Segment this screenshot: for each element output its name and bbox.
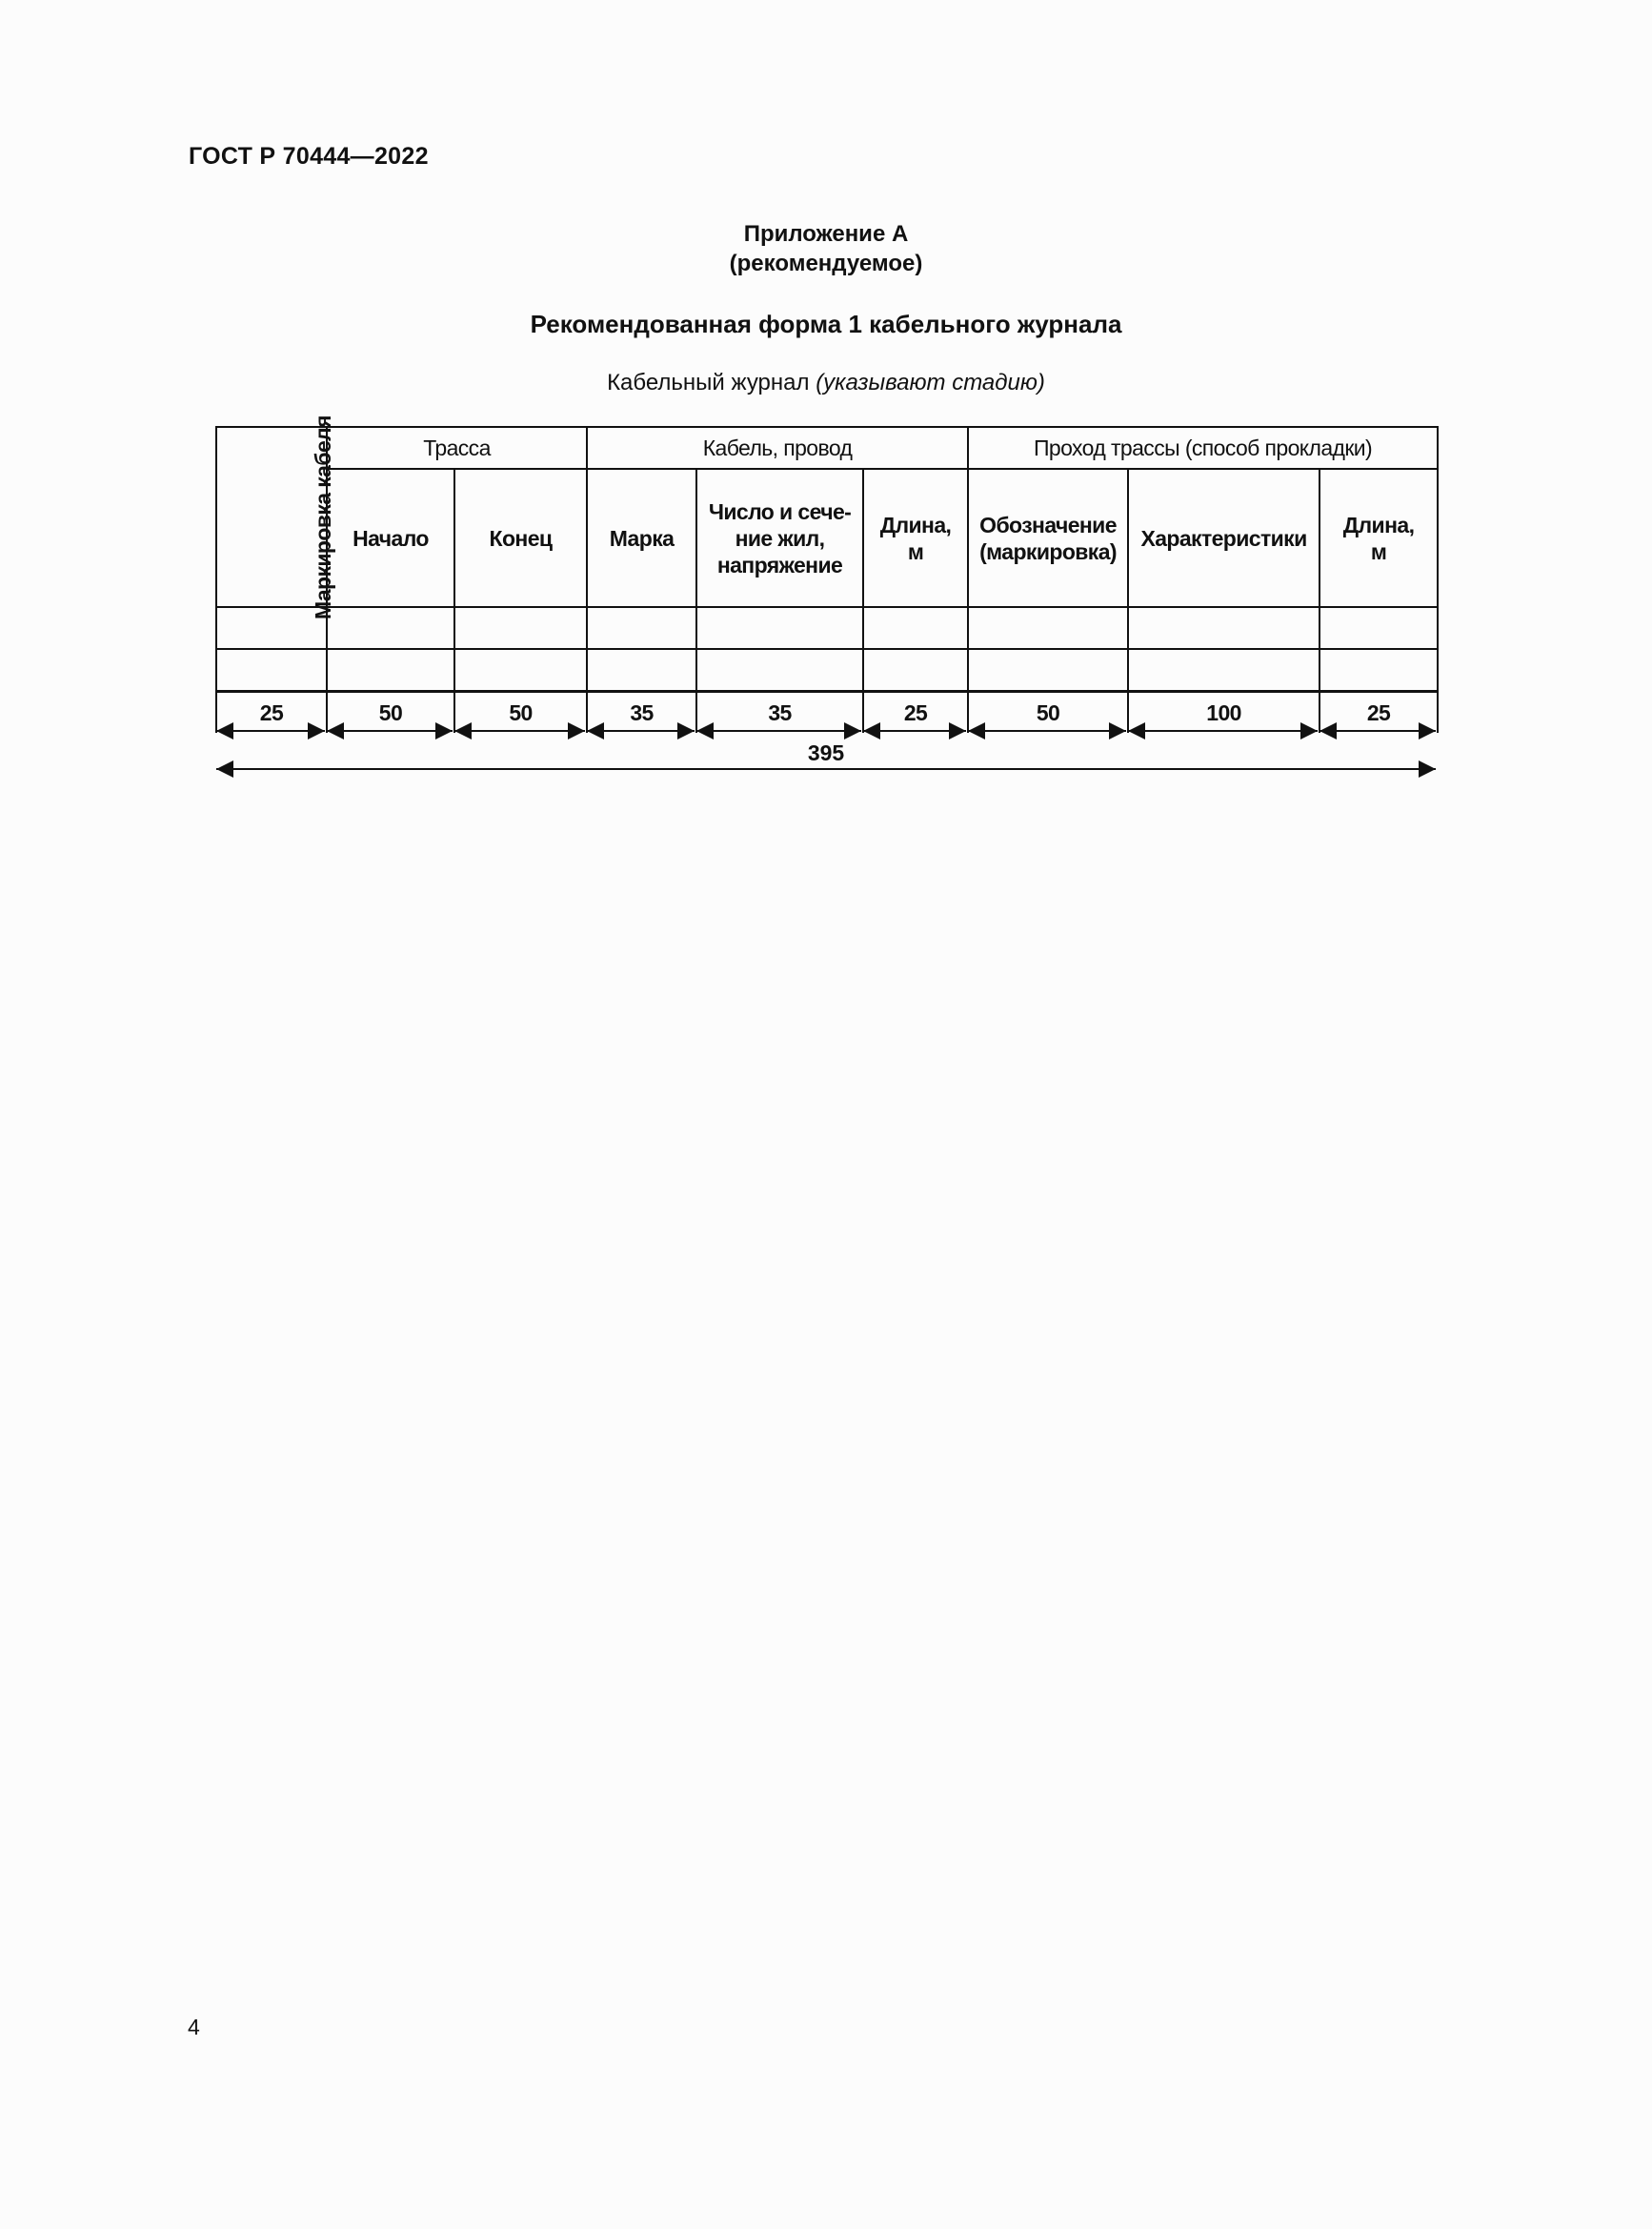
total-width-label: 395	[807, 740, 845, 765]
column-width-value: 100	[1128, 692, 1320, 734]
designation-header-line: (маркировка)	[979, 538, 1117, 564]
page-number: 4	[188, 2015, 200, 2039]
start-header: Начало	[327, 469, 454, 607]
column-width-value: 35	[587, 692, 696, 734]
characteristics-header: Характеристики	[1128, 469, 1320, 607]
route-group-header: Трасса	[327, 427, 587, 469]
cores-header-line: Число и сече-	[708, 498, 852, 524]
column-width-value: 50	[968, 692, 1128, 734]
passage-group-header: Проход трассы (способ прокладки)	[968, 427, 1438, 469]
column-width-value: 50	[327, 692, 454, 734]
caption-note: (указывают стадию)	[816, 370, 1045, 395]
form-title: Рекомендованная форма 1 кабельного журнала	[530, 310, 1122, 338]
cores-header-line: ние жил,	[735, 525, 825, 551]
appendix-title: Приложение А	[743, 221, 909, 247]
column-width-value: 25	[1320, 692, 1438, 734]
column-width-value: 25	[863, 692, 968, 734]
brand-header: Марка	[587, 469, 696, 607]
end-header: Конец	[454, 469, 587, 607]
cable-length-header-line: м	[907, 538, 924, 564]
column-width-value: 35	[696, 692, 863, 734]
appendix-status: (рекомендуемое)	[729, 251, 923, 276]
cable-length-header-line: Длина,	[879, 512, 952, 537]
caption-text: Кабельный журнал	[607, 370, 816, 395]
passage-length-header-line: м	[1370, 538, 1387, 564]
passage-length-header-line: Длина,	[1342, 512, 1415, 537]
column-width-value: 50	[454, 692, 587, 734]
cores-header-line: напряжение	[716, 552, 843, 578]
cable-marking-label: Маркировка кабеля	[311, 415, 335, 619]
document-code: ГОСТ Р 70444—2022	[189, 143, 429, 170]
cable-group-header: Кабель, провод	[587, 427, 968, 469]
designation-header-line: Обозначение	[979, 512, 1117, 537]
column-width-value: 25	[216, 692, 327, 734]
